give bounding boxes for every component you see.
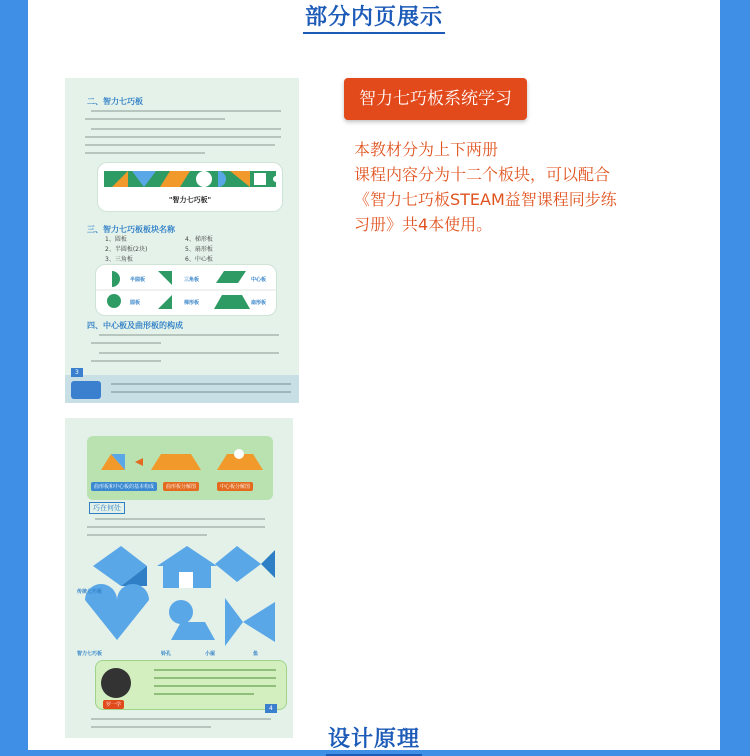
tangram-strip <box>97 162 283 212</box>
composition-panel: 曲形板和中心板的基本构成 曲形板分解图 中心板分解图 <box>87 436 273 500</box>
page1-heading-2: 二、智力七巧板 <box>87 97 143 106</box>
content-panel <box>28 0 720 750</box>
mascot-name: 罗一学 <box>103 700 124 709</box>
description-text: 本教材分为上下两册 课程内容分为十二个板块，可以配合 《智力七巧板STEAM益智课程同步练 习册》共4本使用。 <box>354 140 617 234</box>
page1-footer <box>65 375 299 403</box>
banner-caption: "智力七巧板" <box>168 196 212 204</box>
mascot-logo <box>71 381 101 399</box>
page2-number: 4 <box>265 704 277 713</box>
piece-names-chart: 半圆板 三角板 中心板 圆板 梯形板 扇形板 <box>95 264 277 316</box>
page1-heading-3: 三、智力七巧板板块名称 <box>87 225 175 234</box>
section-heading-design: 设计原理 <box>28 722 720 756</box>
page1-number: 3 <box>71 368 83 377</box>
section-heading-pages: 部分内页展示 <box>28 0 720 34</box>
mascot-avatar <box>101 668 131 698</box>
book-page-2: 曲形板和中心板的基本构成 曲形板分解图 中心板分解图 巧在何处 传统七巧板 智力七巧板 铃孔 小屋 鱼 罗一学 4 <box>65 418 293 738</box>
book-page-1: 二、智力七巧板 "智力七巧板" 三、智力七巧板板块名称 1、圆板 2、半圆板(2块) 3、三角板 4、梯形板 5、扇形板 6、中心板 半圆板 三角板 中心板 圆板 梯形板 扇形板 四、中心板及曲形板的构成 3 <box>65 78 299 403</box>
feature-badge: 智力七巧板系统学习 <box>344 78 527 120</box>
page1-heading-4: 四、中心板及曲形板的构成 <box>87 321 183 330</box>
tip-tag: 巧在何处 <box>89 502 125 514</box>
tangram-figures <box>65 542 293 660</box>
